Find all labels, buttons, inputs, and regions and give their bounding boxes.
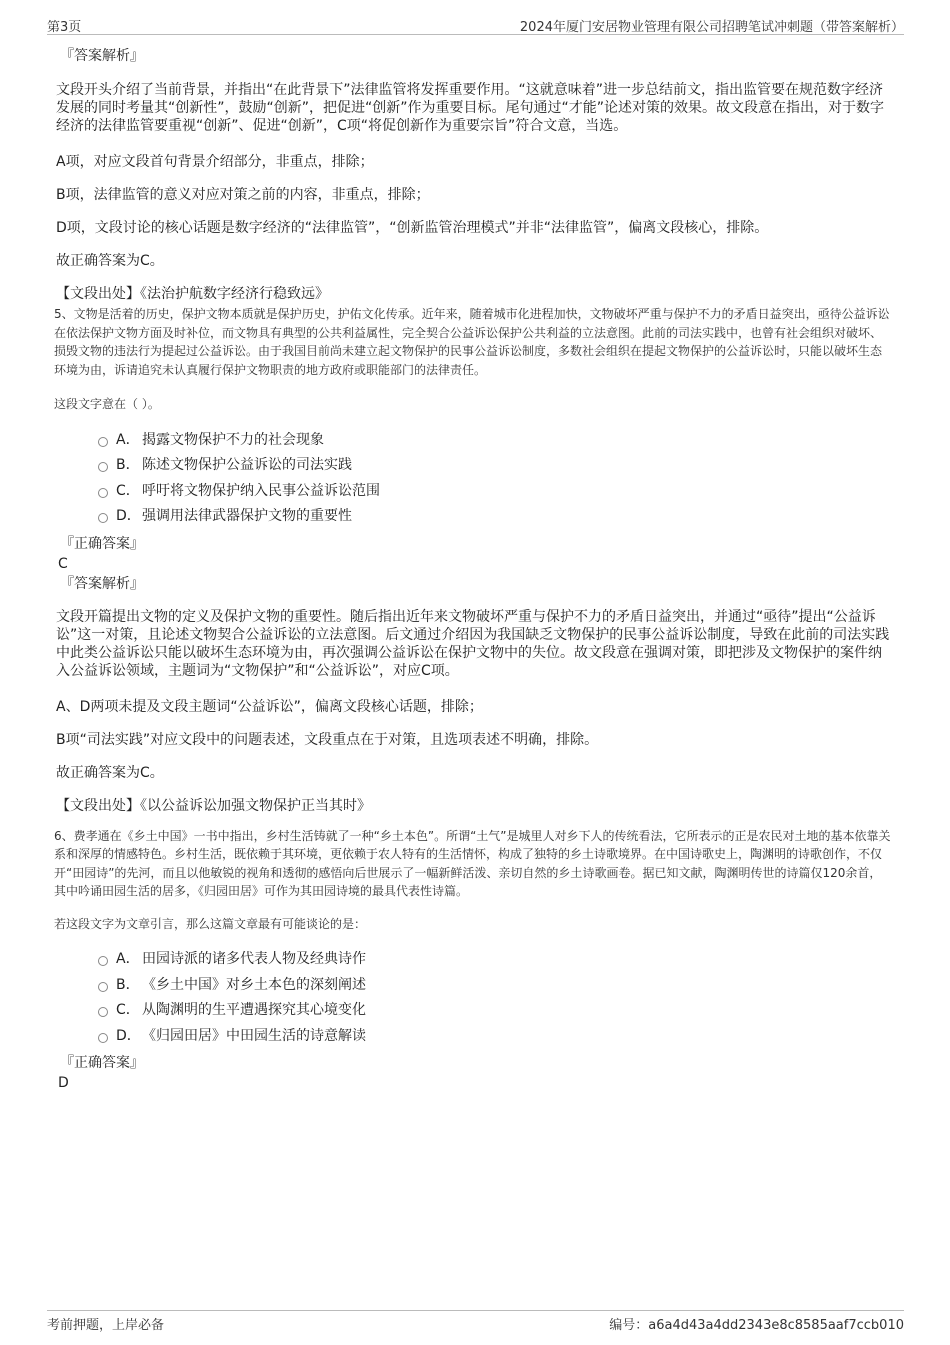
option-b[interactable]: B． 《乡土中国》对乡土本色的深刻阐述 [56, 975, 892, 1001]
passage-source: 【文段出处】《以公益诉讼加强文物保护正当其时》 [56, 797, 371, 814]
analysis-point-b: B项，法律监管的意义对应对策之前的内容，非重点，排除； [56, 187, 430, 203]
page-header [47, 14, 904, 35]
analysis-text: 文段开篇提出文物的定义及保护文物的重要性。随后指出近年来文物破坏严重与保护不力的矛盾日益突出，并通过“亟待”提出“公益诉讼”这一对策，且论述文物契合公益诉讼的立法意图。后文通过介绍因为我国缺乏文物保护的民事公益诉讼制度，导致在此前的司法实践中此类公益诉讼只能以破坏生态环境为由，再次强调公益诉讼在保护文物中的失位。故文段意在强调对策，即把涉及文物保护的案件纳入公益诉讼领域，主题词为“文物保护”和“公益诉讼”，对应C项。 [56, 608, 890, 679]
analysis-label: 『答案解析』 [60, 575, 144, 592]
radio-icon[interactable] [98, 488, 108, 498]
page-number: 第3页 [47, 20, 82, 35]
option-a[interactable]: A． 田园诗派的诸多代表人物及经典诗作 [56, 949, 892, 975]
option-c[interactable]: C． 呼吁将文物保护纳入民事公益诉讼范围 [56, 481, 892, 507]
option-a[interactable]: A． 揭露文物保护不力的社会现象 [56, 430, 892, 456]
passage-source: 【文段出处】《法治护航数字经济行稳致远》 [56, 286, 329, 302]
radio-icon[interactable] [98, 1007, 108, 1017]
option-d[interactable]: D． 强调用法律武器保护文物的重要性 [56, 506, 892, 532]
answer-label: 『正确答案』 [60, 535, 144, 552]
question-6-prompt: 若这段文字为文章引言，那么这篇文章最有可能谈论的是： [54, 916, 367, 931]
radio-icon[interactable] [98, 956, 108, 966]
analysis-label: 『答案解析』 [60, 48, 144, 64]
radio-icon[interactable] [98, 982, 108, 992]
answer-label: 『正确答案』 [60, 1055, 144, 1071]
question-5-prompt: 这段文字意在（ ）。 [54, 397, 160, 411]
analysis-point-a: A项，对应文段首句背景介绍部分，非重点，排除； [56, 154, 374, 170]
option-b[interactable]: B． 陈述文物保护公益诉讼的司法实践 [56, 455, 892, 481]
answer-value: D [58, 1075, 69, 1091]
radio-icon[interactable] [98, 437, 108, 447]
page-footer [47, 1310, 904, 1335]
answer-conclusion: 故正确答案为C。 [56, 253, 164, 269]
analysis-point-b: B项“司法实践”对应文段中的问题表述，文段重点在于对策，且选项表述不明确，排除。 [56, 731, 599, 748]
radio-icon[interactable] [98, 1033, 108, 1043]
document-title: 2024年厦门安居物业管理有限公司招聘笔试冲刺题（带答案解析） [519, 20, 904, 35]
question-5-stem: 5、文物是活着的历史，保护文物本质就是保护历史，护佑文化传承。近年来，随着城市化进程加快，文物破坏严重与保护不力的矛盾日益突出，亟待公益诉讼在依法保护文物方面及时补位，而文物具有典型的公共利益属性，完全契合公益诉讼保护公共利益的立法意图。此前的司法实践中，也曾有社会组织对破坏、损毁文物的违法行为提起过公益诉讼。由于我国目前尚未建立起文物保护的民事公益诉讼制度，多数社会组织在提起文物保护的公益诉讼时，只能以破坏生态环境为由，诉请追究未认真履行保护文物职责的地方政府或职能部门的法律责任。 [54, 307, 890, 377]
option-d[interactable]: D． 《归园田居》中田园生活的诗意解读 [56, 1026, 892, 1052]
analysis-point-ad: A、D两项未提及文段主题词“公益诉讼”，偏离文段核心话题，排除； [56, 698, 483, 715]
analysis-text: 文段开头介绍了当前背景，并指出“在此背景下”法律监管将发挥重要作用。“这就意味着”进一步总结前文，指出监管要在规范数字经济发展的同时考量其“创新性”，鼓励“创新”，把促进“创新”作为重要目标。尾句通过“才能”论述对策的效果。故文段意在指出，对于数字经济的法律监管要重视“创新”、促进“创新”，C项“将促创新作为重要宗旨”符合文意，当选。 [56, 82, 885, 134]
analysis-point-d: D项，文段讨论的核心话题是数字经济的“法律监管”，“创新监管治理模式”并非“法律监管”，偏离文段核心，排除。 [56, 220, 769, 236]
question-6-options [56, 949, 892, 1051]
question-6-stem: 6、费孝通在《乡土中国》一书中指出，乡村生活铸就了一种“乡土本色”。所谓“土气”是城里人对乡下人的传统看法，它所表示的正是农民对土地的基本依靠关系和深厚的情感特色。乡村生活，既依赖于其环境，更依赖于农人特有的生活情怀，构成了独特的乡土诗歌境界。在中国诗歌史上，陶渊明的诗歌创作，不仅开“田园诗”的先河，而且以他敏锐的视角和透彻的感悟向后世展示了一幅新鲜活泼、亲切自然的乡土诗歌画卷。据已知文献，陶渊明传世的诗篇仅120余首，其中吟诵田园生活的居多，《归园田居》可作为其田园诗境的最具代表性诗篇。 [54, 828, 891, 898]
radio-icon[interactable] [98, 513, 108, 523]
radio-icon[interactable] [98, 462, 108, 472]
question-5-options [56, 430, 892, 532]
document-body [56, 46, 892, 1093]
footer-slogan: 考前押题，上岸必备 [47, 1318, 165, 1333]
document-serial: 编号：a6a4d43a4dd2343e8c8585aaf7ccb010 [609, 1318, 904, 1333]
answer-conclusion: 故正确答案为C。 [56, 764, 164, 781]
answer-value: C [58, 555, 68, 572]
option-c[interactable]: C． 从陶渊明的生平遭遇探究其心境变化 [56, 1000, 892, 1026]
